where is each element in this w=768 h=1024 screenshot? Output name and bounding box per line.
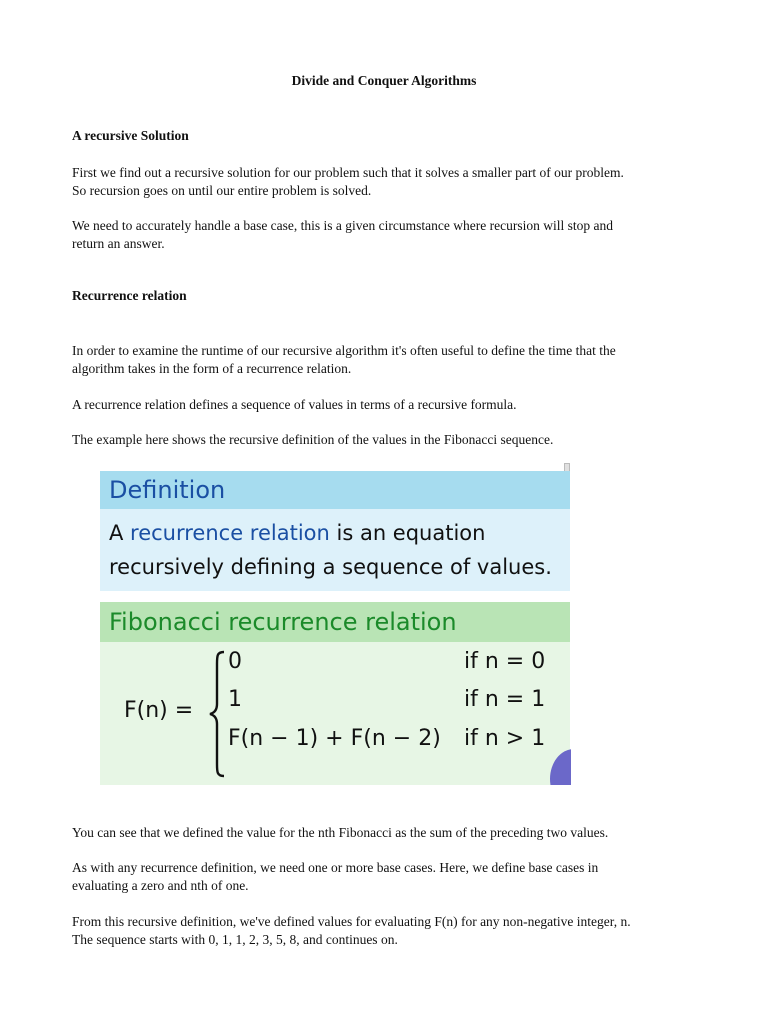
case-value-3: F(n − 1) + F(n − 2) — [228, 726, 441, 751]
text-line: The example here shows the recursive definition of the values in the Fibonacci sequence. — [72, 432, 554, 447]
definition-line-1 — [109, 521, 485, 545]
case-value-2: 1 — [228, 687, 242, 712]
text-line: First we find out a recursive solution for our problem such that it solves a smaller part of our problem. — [72, 165, 624, 180]
paragraph-base-case — [72, 217, 702, 252]
definition-line-2: recursively defining a sequence of values. — [109, 555, 552, 579]
text-line: algorithm takes in the form of a recurrence relation. — [72, 360, 352, 376]
document-title: Divide and Conquer Algorithms — [291, 73, 477, 88]
left-brace-icon — [208, 650, 226, 778]
section-heading-recurrence-relation: Recurrence relation — [72, 288, 187, 303]
text-line: From this recursive definition, we've defined values for evaluating F(n) for any non-negative integer, n. — [72, 914, 631, 929]
paragraph-recurrence-definition — [72, 396, 702, 414]
paragraph-base-cases — [72, 859, 702, 894]
paragraph-runtime — [72, 342, 702, 377]
section-heading-recursive-solution: A recursive Solution — [72, 128, 189, 143]
recurrence-figure — [100, 463, 571, 785]
paragraph-sequence — [72, 913, 702, 948]
text-line: So recursion goes on until our entire problem is solved. — [72, 182, 372, 198]
text-line: evaluating a zero and nth of one. — [72, 877, 249, 893]
paragraph-recursive-solution — [72, 164, 702, 199]
definition-highlight: recurrence relation — [130, 521, 330, 545]
fibonacci-title: Fibonacci recurrence relation — [109, 608, 457, 636]
text-line: We need to accurately handle a base case, this is a given circumstance where recursion will stop and — [72, 218, 613, 233]
text-line: As with any recurrence definition, we need one or more base cases. Here, we define base cases in — [72, 860, 599, 875]
definition-title: Definition — [109, 476, 226, 504]
text-line: You can see that we defined the value for the nth Fibonacci as the sum of the preceding two values. — [72, 825, 609, 840]
fibonacci-body — [100, 642, 570, 785]
text-line: The sequence starts with 0, 1, 1, 2, 3, 5, 8, and continues on. — [72, 931, 398, 947]
fibonacci-lhs: F(n) = — [124, 698, 194, 723]
case-value-1: 0 — [228, 649, 242, 674]
text-line: return an answer. — [72, 235, 165, 251]
fibonacci-header — [100, 602, 570, 642]
case-condition-1: if n = 0 — [464, 649, 546, 674]
definition-body — [100, 509, 570, 591]
definition-prefix: A — [109, 521, 131, 545]
text-line: In order to examine the runtime of our recursive algorithm it's often useful to define the time that the — [72, 343, 616, 358]
definition-header — [100, 471, 570, 509]
case-condition-3: if n > 1 — [464, 726, 546, 751]
case-condition-2: if n = 1 — [464, 687, 546, 712]
text-line: A recurrence relation defines a sequence of values in terms of a recursive formula. — [72, 397, 517, 412]
definition-suffix: is an equation — [329, 521, 486, 545]
paragraph-nth-fibonacci — [72, 824, 702, 842]
paragraph-fibonacci-intro — [72, 431, 702, 449]
